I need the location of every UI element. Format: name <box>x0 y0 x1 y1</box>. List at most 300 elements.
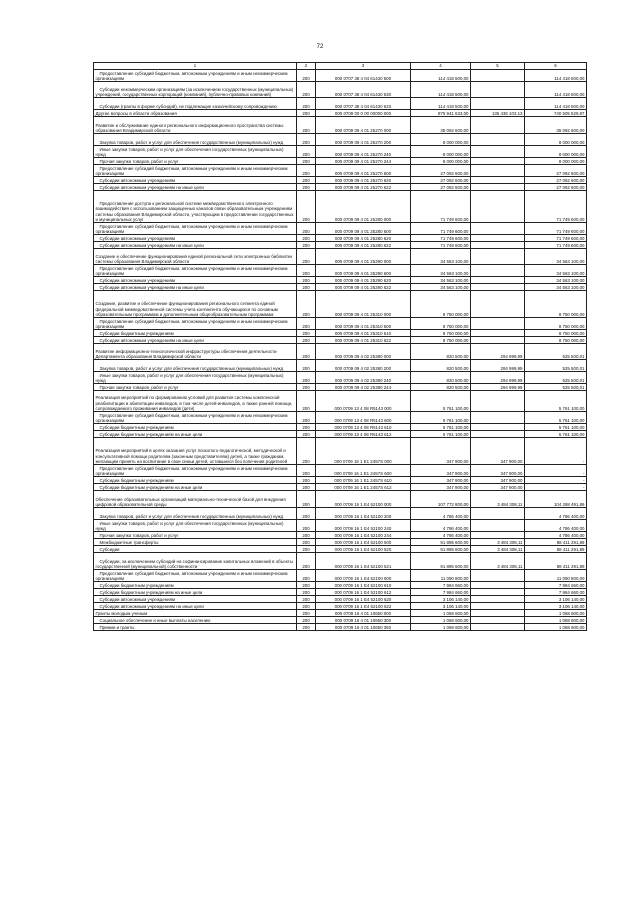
admin-code-cell: 200 <box>297 570 316 582</box>
description-cell: Субсидии бюджетным учреждениям <box>94 424 297 431</box>
description-cell: Предоставление субсидий бюджетным, автономным учреждениям и иным некоммерческим организациям <box>94 318 297 330</box>
executed-amount-cell <box>471 177 525 184</box>
executed-amount-cell <box>471 596 525 603</box>
remaining-amount-cell: 8 000 000,00 <box>525 158 587 165</box>
approved-amount-cell: 114 418 500,00 <box>411 70 471 82</box>
description-cell: Субсидии автономным учреждениям <box>94 177 297 184</box>
approved-amount-cell: 347 900,00 <box>411 465 471 477</box>
budget-code-cell: 000 0707 38 4 04 61430 600 <box>316 70 411 82</box>
admin-code-cell: 200 <box>297 412 316 424</box>
admin-code-cell: 200 <box>297 330 316 337</box>
table-row <box>94 70 587 82</box>
approved-amount-cell: 34 563 100,00 <box>411 265 471 277</box>
budget-code-cell: 000 0709 09 4 01 25270 622 <box>316 184 411 191</box>
remaining-amount-cell: 4 786 400,00 <box>525 520 587 532</box>
remaining-amount-cell: 8 750 000,00 <box>525 291 587 318</box>
table-row <box>94 553 587 570</box>
table-row <box>94 431 587 438</box>
description-cell: Обеспечение образовательных организаций материально-технической базой для внедрения цифровой образовательной среды <box>94 491 297 508</box>
budget-code-cell: 000 0709 13 4 08 R5143 610 <box>316 424 411 431</box>
remaining-amount-cell: 114 418 500,00 <box>525 82 587 98</box>
remaining-amount-cell: 114 418 500,00 <box>525 98 587 110</box>
executed-amount-cell <box>471 265 525 277</box>
approved-amount-cell: 5 761 100,00 <box>411 431 471 438</box>
table-row <box>94 438 587 465</box>
approved-amount-cell: 71 749 600,00 <box>411 223 471 235</box>
budget-code-cell: 000 0709 16 1 E4 52100 521 <box>316 553 411 570</box>
executed-amount-cell: 347 900,00 <box>471 477 525 484</box>
approved-amount-cell: 5 761 100,00 <box>411 412 471 424</box>
executed-amount-cell <box>471 617 525 624</box>
description-cell: Закупка товаров, работ и услуг для обеспечения государственных (муниципальных) нужд <box>94 360 297 372</box>
admin-code-cell: 200 <box>297 603 316 610</box>
executed-amount-cell: 294 999,99 <box>471 344 525 360</box>
budget-code-cell: 000 0709 09 4 02 25380 244 <box>316 384 411 391</box>
budget-code-cell: 000 0709 09 4 01 25290 600 <box>316 265 411 277</box>
admin-code-cell: 200 <box>297 223 316 235</box>
executed-amount-cell <box>471 624 525 631</box>
budget-code-cell: 000 0709 09 4 01 25310 600 <box>316 318 411 330</box>
description-cell: Субсидии автономным учреждениям на иные цели <box>94 184 297 191</box>
table-row <box>94 603 587 610</box>
remaining-amount-cell: 114 418 500,00 <box>525 70 587 82</box>
description-cell: Субсидии бюджетным учреждениям <box>94 477 297 484</box>
admin-code-cell: 200 <box>297 242 316 249</box>
executed-amount-cell <box>471 82 525 98</box>
executed-amount-cell: 347 900,00 <box>471 438 525 465</box>
approved-amount-cell: 7 984 660,00 <box>411 582 471 589</box>
budget-code-cell: 000 0709 16 1 E4 52100 200 <box>316 508 411 520</box>
header-cell: 1 <box>94 63 297 70</box>
executed-amount-cell <box>471 318 525 330</box>
approved-amount-cell: 5 761 100,00 <box>411 391 471 412</box>
budget-code-cell: 000 0709 09 4 02 25380 200 <box>316 360 411 372</box>
admin-code-cell: 200 <box>297 344 316 360</box>
admin-code-cell: 200 <box>297 391 316 412</box>
admin-code-cell: 200 <box>297 184 316 191</box>
table-row <box>94 520 587 532</box>
remaining-amount-cell: 34 563 100,00 <box>525 284 587 291</box>
budget-code-cell: 000 0709 16 1 E4 52100 612 <box>316 589 411 596</box>
table-row <box>94 223 587 235</box>
executed-amount-cell: 3 484 308,11 <box>471 546 525 553</box>
description-cell: Реализация мероприятий в целях оказания услуг психолого-педагогической, методической и консультативной помощи родителям (законным представителям) детей, а также гражданам, желающим принять на воспитание в свои семьи детей, оставшихся без попечения родителей <box>94 438 297 465</box>
admin-code-cell: 200 <box>297 484 316 491</box>
admin-code-cell: 200 <box>297 532 316 539</box>
admin-code-cell: 200 <box>297 117 316 134</box>
admin-code-cell: 200 <box>297 477 316 484</box>
header-cell: 3 <box>316 63 411 70</box>
table-row <box>94 484 587 491</box>
approved-amount-cell: 71 749 600,00 <box>411 242 471 249</box>
table-row <box>94 284 587 291</box>
table-row <box>94 508 587 520</box>
table-row <box>94 337 587 344</box>
table-row <box>94 610 587 617</box>
remaining-amount-cell: - <box>525 438 587 465</box>
admin-code-cell: 200 <box>297 110 316 117</box>
table-row <box>94 117 587 134</box>
table-row <box>94 360 587 372</box>
remaining-amount-cell: 88 411 291,89 <box>525 546 587 553</box>
description-cell: Межбюджетные трансферты <box>94 539 297 546</box>
admin-code-cell: 200 <box>297 158 316 165</box>
remaining-amount-cell: 71 749 600,00 <box>525 235 587 242</box>
description-cell: Реализация мероприятий по формированию условий для развития системы комплексной реабилитации и абилитации инвалидов, в том числе детей-инвалидов, а также ранней помощи, сопровождаемого проживания инвалидов (дети) <box>94 391 297 412</box>
remaining-amount-cell: 4 786 400,00 <box>525 508 587 520</box>
remaining-amount-cell: 525 500,01 <box>525 384 587 391</box>
budget-code-cell: 000 0709 09 4 01 25280 000 <box>316 191 411 223</box>
remaining-amount-cell: 1 068 600,00 <box>525 617 587 624</box>
table-row <box>94 277 587 284</box>
table-row <box>94 624 587 631</box>
budget-code-cell: 000 0709 13 4 08 R5143 000 <box>316 391 411 412</box>
description-cell: Создание и обеспечение функционирования единой региональной сети электронных библиотек системы образования Владимирской области <box>94 249 297 265</box>
remaining-amount-cell: 8 000 000,00 <box>525 134 587 146</box>
executed-amount-cell: 135 436 103,13 <box>471 110 525 117</box>
budget-code-cell: 000 0709 16 1 E4 52100 600 <box>316 570 411 582</box>
table-row <box>94 539 587 546</box>
admin-code-cell: 200 <box>297 235 316 242</box>
executed-amount-cell <box>471 520 525 532</box>
header-cell: 5 <box>471 63 525 70</box>
remaining-amount-cell: 34 563 100,00 <box>525 265 587 277</box>
executed-amount-cell: 347 900,00 <box>471 484 525 491</box>
budget-code-cell: 000 0709 09 4 01 25290 000 <box>316 249 411 265</box>
description-cell: Субсидии, за исключением субсидий на софинансирование капитальных вложений в объекты государственной (муниципальной) собственности <box>94 553 297 570</box>
table-row <box>94 344 587 360</box>
table-row <box>94 424 587 431</box>
description-cell: Социальное обеспечение и иные выплаты населению <box>94 617 297 624</box>
approved-amount-cell: 5 761 100,00 <box>411 424 471 431</box>
executed-amount-cell <box>471 277 525 284</box>
budget-code-cell: 000 0709 09 4 01 25310 622 <box>316 337 411 344</box>
description-cell: Предоставление доступа к региональной системе межведомственного электронного взаимодействия с использованием защищенных каналов связи образовательным учреждениям системы образования Владимирской области, участвующим в предоставлении государственных и муниципальных услуг <box>94 191 297 223</box>
executed-amount-cell <box>471 570 525 582</box>
description-cell: Прочая закупка товаров, работ и услуг <box>94 384 297 391</box>
description-cell: Прочая закупка товаров, работ и услуг <box>94 158 297 165</box>
description-cell: Иные закупки товаров, работ и услуг для обеспечения государственных (муниципальных) нужд <box>94 520 297 532</box>
executed-amount-cell <box>471 242 525 249</box>
budget-code-cell: 000 0709 09 4 01 25270 244 <box>316 158 411 165</box>
budget-code-cell: 000 0709 16 1 E4 52100 500 <box>316 539 411 546</box>
table-row <box>94 477 587 484</box>
admin-code-cell: 200 <box>297 291 316 318</box>
executed-amount-cell <box>471 184 525 191</box>
budget-code-cell: 000 0709 09 4 01 25280 620 <box>316 235 411 242</box>
remaining-amount-cell: 525 500,01 <box>525 344 587 360</box>
approved-amount-cell: 27 092 600,00 <box>411 184 471 191</box>
table-row <box>94 318 587 330</box>
table-row <box>94 110 587 117</box>
description-cell: Субсидии бюджетным учреждениям на иные цели <box>94 431 297 438</box>
admin-code-cell: 200 <box>297 553 316 570</box>
approved-amount-cell: 820 500,00 <box>411 360 471 372</box>
remaining-amount-cell: 3 106 140,00 <box>525 596 587 603</box>
remaining-amount-cell: 7 984 660,00 <box>525 589 587 596</box>
table-row <box>94 134 587 146</box>
admin-code-cell: 200 <box>297 177 316 184</box>
executed-amount-cell: 294 999,99 <box>471 372 525 384</box>
admin-code-cell: 200 <box>297 596 316 603</box>
executed-amount-cell <box>471 589 525 596</box>
remaining-amount-cell: 5 761 100,00 <box>525 431 587 438</box>
budget-code-cell: 000 0709 16 1 E1 2457S 600 <box>316 465 411 477</box>
executed-amount-cell <box>471 223 525 235</box>
executed-amount-cell <box>471 603 525 610</box>
approved-amount-cell: 7 984 660,00 <box>411 589 471 596</box>
remaining-amount-cell: 71 749 600,00 <box>525 191 587 223</box>
description-cell: Предоставление субсидий бюджетным, автономным учреждениям и иным некоммерческим организациям <box>94 465 297 477</box>
approved-amount-cell: 3 106 140,00 <box>411 603 471 610</box>
budget-code-cell: 000 0709 13 4 08 R5143 600 <box>316 412 411 424</box>
table-row <box>94 82 587 98</box>
approved-amount-cell: 820 500,00 <box>411 372 471 384</box>
approved-amount-cell: 114 418 500,00 <box>411 98 471 110</box>
budget-code-cell: 000 0707 38 4 04 61430 630 <box>316 82 411 98</box>
approved-amount-cell: 8 000 000,00 <box>411 134 471 146</box>
budget-code-cell: 000 0709 09 4 02 25380 240 <box>316 372 411 384</box>
executed-amount-cell <box>471 291 525 318</box>
remaining-amount-cell: 5 761 100,00 <box>525 391 587 412</box>
approved-amount-cell: 1 068 600,00 <box>411 624 471 631</box>
description-cell: Предоставление субсидий бюджетным, автономным учреждениям и иным некоммерческим организациям <box>94 223 297 235</box>
table-row <box>94 291 587 318</box>
approved-amount-cell: 91 895 600,00 <box>411 539 471 546</box>
description-cell: Закупка товаров, работ и услуг для обеспечения государственных (муниципальных) нужд <box>94 508 297 520</box>
approved-amount-cell: 34 563 100,00 <box>411 284 471 291</box>
admin-code-cell: 200 <box>297 508 316 520</box>
remaining-amount-cell: 27 092 600,00 <box>525 184 587 191</box>
executed-amount-cell <box>471 582 525 589</box>
table-row <box>94 582 587 589</box>
budget-code-cell: 000 0709 09 4 01 25270 600 <box>316 165 411 177</box>
description-cell: Развитие и обслуживание единого регионального информационного пространства системы образования Владимирской области <box>94 117 297 134</box>
admin-code-cell: 200 <box>297 424 316 431</box>
admin-code-cell: 200 <box>297 372 316 384</box>
remaining-amount-cell: 5 761 100,00 <box>525 412 587 424</box>
admin-code-cell: 200 <box>297 624 316 631</box>
table-row <box>94 330 587 337</box>
description-cell: Прочая закупка товаров, работ и услуг <box>94 532 297 539</box>
table-row <box>94 98 587 110</box>
approved-amount-cell: 11 090 800,00 <box>411 570 471 582</box>
budget-code-cell: 000 0709 16 1 E4 52100 520 <box>316 546 411 553</box>
executed-amount-cell <box>471 249 525 265</box>
executed-amount-cell: 347 900,00 <box>471 465 525 477</box>
executed-amount-cell: 294 999,99 <box>471 384 525 391</box>
budget-code-cell: 000 0709 09 4 01 25310 610 <box>316 330 411 337</box>
description-cell: Иные закупки товаров, работ и услуг для обеспечения государственных (муниципальных) нужд <box>94 146 297 158</box>
approved-amount-cell: 34 563 100,00 <box>411 277 471 284</box>
remaining-amount-cell: 525 500,01 <box>525 372 587 384</box>
admin-code-cell: 200 <box>297 134 316 146</box>
admin-code-cell: 200 <box>297 384 316 391</box>
executed-amount-cell <box>471 330 525 337</box>
approved-amount-cell: 3 106 140,00 <box>411 596 471 603</box>
approved-amount-cell: 8 750 000,00 <box>411 291 471 318</box>
executed-amount-cell: 3 484 308,11 <box>471 491 525 508</box>
remaining-amount-cell: 4 786 400,00 <box>525 532 587 539</box>
description-cell: Предоставление субсидий бюджетным, автономным учреждениям и иным некоммерческим организациям <box>94 165 297 177</box>
budget-code-cell: 000 0709 16 1 E4 52100 610 <box>316 582 411 589</box>
executed-amount-cell <box>471 284 525 291</box>
budget-code-cell: 000 0709 09 4 01 25270 620 <box>316 177 411 184</box>
description-cell: Субсидии некоммерческим организациям (за исключением государственных (муниципальных) учреждений, государственных корпораций (компаний), публично-правовых компаний) <box>94 82 297 98</box>
description-cell: Субсидии бюджетным учреждениям на иные цели <box>94 484 297 491</box>
table-row <box>94 372 587 384</box>
approved-amount-cell: 114 418 500,00 <box>411 82 471 98</box>
remaining-amount-cell: 5 761 100,00 <box>525 424 587 431</box>
remaining-amount-cell: 104 288 491,89 <box>525 491 587 508</box>
admin-code-cell: 200 <box>297 191 316 223</box>
admin-code-cell: 200 <box>297 582 316 589</box>
approved-amount-cell: 8 000 000,00 <box>411 146 471 158</box>
table-row <box>94 570 587 582</box>
admin-code-cell: 200 <box>297 337 316 344</box>
remaining-amount-cell: 8 750 000,00 <box>525 330 587 337</box>
remaining-amount-cell: 8 750 000,00 <box>525 337 587 344</box>
approved-amount-cell: 4 786 400,00 <box>411 532 471 539</box>
page-number: 72 <box>316 44 324 50</box>
table-row <box>94 617 587 624</box>
admin-code-cell: 200 <box>297 431 316 438</box>
budget-code-cell: 000 0709 09 4 01 25280 600 <box>316 223 411 235</box>
admin-code-cell: 200 <box>297 589 316 596</box>
admin-code-cell: 200 <box>297 82 316 98</box>
budget-code-cell: 000 0709 16 4 01 10650 350 <box>316 624 411 631</box>
remaining-amount-cell: 27 092 600,00 <box>525 165 587 177</box>
budget-code-cell: 000 0707 38 4 04 61430 633 <box>316 98 411 110</box>
budget-code-cell: 000 0709 16 1 E4 52100 244 <box>316 532 411 539</box>
budget-code-cell: 000 0709 16 4 01 10650 300 <box>316 617 411 624</box>
remaining-amount-cell: 525 500,01 <box>525 360 587 372</box>
budget-code-cell: 000 0709 16 1 E4 52100 240 <box>316 520 411 532</box>
budget-code-cell: 000 0709 13 4 08 R5143 612 <box>316 431 411 438</box>
table-row <box>94 546 587 553</box>
executed-amount-cell <box>471 412 525 424</box>
budget-code-cell: 000 0709 09 4 01 25270 000 <box>316 117 411 134</box>
budget-code-cell: 000 0709 09 4 01 25280 622 <box>316 242 411 249</box>
table-row <box>94 384 587 391</box>
executed-amount-cell <box>471 165 525 177</box>
admin-code-cell: 200 <box>297 539 316 546</box>
description-cell: Субсидии автономным учреждениям на иные цели <box>94 603 297 610</box>
remaining-amount-cell: 34 563 100,00 <box>525 277 587 284</box>
table-row <box>94 165 587 177</box>
executed-amount-cell <box>471 424 525 431</box>
header-row <box>94 63 587 70</box>
budget-code-cell: 000 0709 09 4 01 25290 620 <box>316 277 411 284</box>
description-cell: Иные закупки товаров, работ и услуг для обеспечения государственных (муниципальных) нужд <box>94 372 297 384</box>
description-cell: Развитие информационно-технологической инфраструктуры обеспечения деятельности Департамента образования Владимирской области <box>94 344 297 360</box>
approved-amount-cell: 8 750 000,00 <box>411 318 471 330</box>
budget-code-cell: 000 0709 16 4 01 10650 000 <box>316 610 411 617</box>
approved-amount-cell: 875 941 633,00 <box>411 110 471 117</box>
description-cell: Закупка товаров, работ и услуг для обеспечения государственных (муниципальных) нужд <box>94 134 297 146</box>
approved-amount-cell: 4 786 400,00 <box>411 520 471 532</box>
budget-code-cell: 000 0709 09 4 01 25270 200 <box>316 134 411 146</box>
description-cell: Субсидии автономным учреждениям <box>94 235 297 242</box>
remaining-amount-cell: 27 092 600,00 <box>525 177 587 184</box>
description-cell: Предоставление субсидий бюджетным, автономным учреждениям и иным некоммерческим организациям <box>94 412 297 424</box>
budget-code-cell: 000 0709 16 1 E4 52100 000 <box>316 491 411 508</box>
approved-amount-cell: 91 895 600,00 <box>411 553 471 570</box>
description-cell: Предоставление субсидий бюджетным, автономным учреждениям и иным некоммерческим организациям <box>94 570 297 582</box>
approved-amount-cell: 1 068 600,00 <box>411 617 471 624</box>
table-row <box>94 391 587 412</box>
remaining-amount-cell: 1 068 600,00 <box>525 610 587 617</box>
approved-amount-cell: 8 000 000,00 <box>411 158 471 165</box>
executed-amount-cell <box>471 146 525 158</box>
table-row <box>94 235 587 242</box>
approved-amount-cell: 27 092 600,00 <box>411 165 471 177</box>
executed-amount-cell: 3 484 308,11 <box>471 539 525 546</box>
admin-code-cell: 200 <box>297 610 316 617</box>
budget-code-cell: 000 0709 09 4 02 25380 000 <box>316 344 411 360</box>
table-row <box>94 242 587 249</box>
remaining-amount-cell: - <box>525 477 587 484</box>
table-row <box>94 146 587 158</box>
description-cell: Субсидии (гранты в форме субсидий), не подлежащие казначейскому сопровождению <box>94 98 297 110</box>
table-row <box>94 532 587 539</box>
approved-amount-cell: 91 895 600,00 <box>411 546 471 553</box>
description-cell: Создание, развитие и обеспечение функционирования регионального сегмента единой федеральной межведомственной системы учета контингента обучающихся по основным образовательным программам и дополнительным общеобразовательным программам <box>94 291 297 318</box>
remaining-amount-cell: 3 106 140,00 <box>525 603 587 610</box>
admin-code-cell: 200 <box>297 520 316 532</box>
description-cell: Предоставление субсидий бюджетным, автономным учреждениям и иным некоммерческим организациям <box>94 265 297 277</box>
admin-code-cell: 200 <box>297 318 316 330</box>
remaining-amount-cell: 1 068 600,00 <box>525 624 587 631</box>
budget-code-cell: 000 0709 00 0 00 00000 000 <box>316 110 411 117</box>
approved-amount-cell: 27 092 600,00 <box>411 177 471 184</box>
approved-amount-cell: 71 749 600,00 <box>411 235 471 242</box>
description-cell: Другие вопросы в области образования <box>94 110 297 117</box>
approved-amount-cell: 347 900,00 <box>411 438 471 465</box>
executed-amount-cell <box>471 191 525 223</box>
remaining-amount-cell: 71 749 600,00 <box>525 223 587 235</box>
remaining-amount-cell: 8 000 000,00 <box>525 146 587 158</box>
remaining-amount-cell: 11 090 800,00 <box>525 570 587 582</box>
table-row <box>94 265 587 277</box>
approved-amount-cell: 8 750 000,00 <box>411 337 471 344</box>
budget-code-cell: 000 0709 16 1 E1 2457S 612 <box>316 484 411 491</box>
executed-amount-cell <box>471 431 525 438</box>
executed-amount-cell <box>471 235 525 242</box>
table-row <box>94 589 587 596</box>
table-row <box>94 491 587 508</box>
executed-amount-cell: 294 999,99 <box>471 360 525 372</box>
approved-amount-cell: 4 786 400,00 <box>411 508 471 520</box>
admin-code-cell: 200 <box>297 277 316 284</box>
admin-code-cell: 200 <box>297 360 316 372</box>
description-cell: Субсидии бюджетным учреждениям <box>94 582 297 589</box>
approved-amount-cell: 347 900,00 <box>411 477 471 484</box>
description-cell: Субсидии автономным учреждениям на иные цели <box>94 242 297 249</box>
executed-amount-cell <box>471 532 525 539</box>
table-row <box>94 596 587 603</box>
remaining-amount-cell: 35 092 600,00 <box>525 117 587 134</box>
description-cell: Субсидии автономным учреждениям <box>94 277 297 284</box>
approved-amount-cell: 34 563 100,00 <box>411 249 471 265</box>
executed-amount-cell <box>471 98 525 110</box>
executed-amount-cell <box>471 508 525 520</box>
description-cell: Премии и гранты <box>94 624 297 631</box>
table-row <box>94 249 587 265</box>
description-cell: Субсидии автономным учреждениям на иные цели <box>94 284 297 291</box>
remaining-amount-cell: 88 411 291,89 <box>525 553 587 570</box>
approved-amount-cell: 8 750 000,00 <box>411 330 471 337</box>
